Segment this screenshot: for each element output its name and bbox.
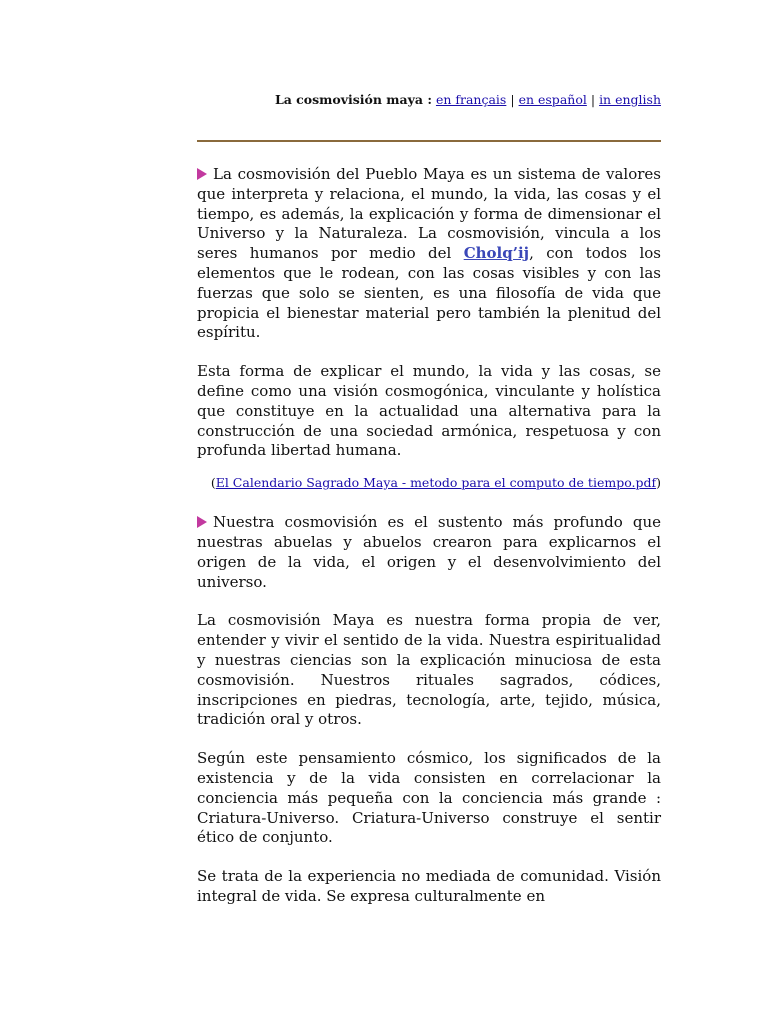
paragraph [197, 165, 661, 343]
paragraph: Se trata de la experiencia no mediada de comunidad. Visión integral de vida. Se expresa culturalmente en [197, 867, 661, 905]
paragraph-text: La cosmovisión del Pueblo Maya es un sistema de valores que interpreta y relaciona, el mundo, la vida, las cosas y el tiempo, es además, la explicación y forma de dimensionar el Universo y la Naturaleza. La cosmovisión, vincula a los seres humanos por medio del [197, 165, 661, 263]
page-title: La cosmovisión maya : [274, 92, 432, 107]
pdf-link[interactable]: El Calendario Sagrado Maya - metodo para el computo de tiempo.pdf [215, 475, 657, 491]
arrow-bullet-icon [197, 516, 207, 528]
link-spanish[interactable]: en español [518, 92, 587, 107]
paragraph: Esta forma de explicar el mundo, la vida y las cosas, se define como una visión cosmogónica, vinculante y holística que constituye en la actualidad una alternativa para la construcción de una sociedad armónica, respetuosa y con profunda libertad humana. [197, 362, 661, 460]
cholqij-link[interactable]: Cholq’ij [463, 244, 530, 263]
link-english[interactable]: in english [599, 92, 661, 107]
paragraph [197, 513, 661, 592]
paragraph: La cosmovisión Maya es nuestra forma propia de ver, entender y vivir el sentido de la vida. Nuestra espiritualidad y nuestras ciencias son la explicación minuciosa de esta cosmovisión. Nuestros rituales sagrados, códices, inscripciones en piedras, tecnología, arte, tejido, música, tradición oral y otros. [197, 611, 661, 729]
paren: ) [656, 475, 661, 491]
pdf-reference [197, 474, 661, 491]
paragraph: Según este pensamiento cósmico, los significados de la existencia y de la vida consisten en correlacionar la conciencia más pequeña con la conciencia más grande : Criatura-Universo. Criatura-Universo construye el sentir ético de conjunto. [197, 749, 661, 847]
paragraph-text: , con todos los elementos que le rodean, con las cosas visibles y con las fuerzas que solo se sienten, es una filosofía de vida que propicia el bienestar material pero también la plenitud del espíritu. [197, 244, 661, 342]
language-header [197, 91, 661, 109]
paren: ( [210, 475, 216, 491]
separator: | [590, 92, 596, 107]
horizontal-rule [197, 140, 661, 142]
link-french[interactable]: en français [435, 92, 507, 107]
paragraph-text: Nuestra cosmovisión es el sustento más profundo que nuestras abuelas y abuelos crearon para explicarnos el origen de la vida, el origen y el desenvolvimiento del universo. [197, 513, 661, 591]
article-body [197, 165, 661, 926]
separator: | [510, 92, 515, 107]
arrow-bullet-icon [197, 168, 207, 180]
